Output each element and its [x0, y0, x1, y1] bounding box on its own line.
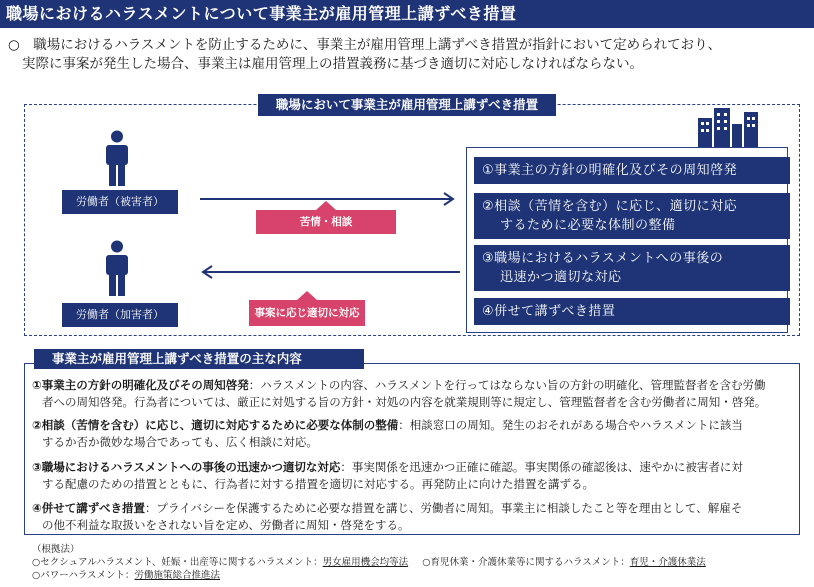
- item-3-text: ：事実関係を迅速かつ正確に確認。事実関係の確認後は、速やかに被害者に対: [340, 460, 743, 474]
- item-2-text: ：相談窓口の周知。発生のおそれがある場合やハラスメントに該当: [398, 418, 743, 432]
- intro-line-2: 実際に事案が発生した場合、事業主は雇用管理上の措置義務に基づき適切に対応しなければならない。: [22, 56, 643, 72]
- perpetrator-label: 労働者（加害者）: [62, 303, 178, 327]
- legal-basis: [32, 543, 706, 582]
- victim-label: 労働者（被害者）: [62, 190, 178, 214]
- measure-3-line-2: 迅速かつ適切な対応: [500, 270, 622, 285]
- content-item-1: [32, 377, 800, 411]
- item-1-text: ：ハラスメントの内容、ハラスメントを行ってはならない旨の方針の明確化、管理監督者を含む労働: [248, 378, 766, 392]
- page-title: 職場におけるハラスメントについて事業主が雇用管理上講ずべき措置: [0, 0, 814, 28]
- content-item-2: [32, 417, 800, 451]
- basis-power-law: 労働施策総合推進法: [134, 570, 221, 581]
- diagram-title: 職場において事業主が雇用管理上講ずべき措置: [258, 94, 556, 116]
- measure-2-line-2: するために必要な体制の整備: [500, 218, 676, 233]
- respond-tag: 事案に応じ適切に対応: [249, 300, 365, 326]
- item-1-continuation: 者への周知啓発。行為者については、厳正に対処する旨の方針・対処の内容を就業規則等に規定し、管理監督者を含む労働者に周知・啓発。: [42, 395, 767, 409]
- measure-2-line-1: ②相談（苦情を含む）に応じ、適切に対応: [482, 199, 738, 214]
- measure-1-line-1: ①事業主の方針の明確化及びその周知啓発: [482, 163, 738, 178]
- basis-sexual-law: 男女雇用機会均等法: [322, 557, 409, 568]
- item-2-continuation: するか否か微妙な場合であっても、広く相談に対応。: [42, 435, 318, 449]
- basis-childcare-prefix: ○育児休業・介護休業等に関するハラスメント：: [422, 557, 630, 568]
- basis-childcare-law: 育児・介護休業法: [629, 557, 706, 568]
- basis-label: （根拠法）: [32, 544, 80, 555]
- arrow-left-icon: [200, 265, 462, 279]
- item-4-heading: ④併せて講ずべき措置: [32, 501, 146, 515]
- item-2-heading: ②相談（苦情を含む）に応じ、適切に対応するために必要な体制の整備: [32, 418, 399, 432]
- measure-4: [474, 298, 790, 325]
- measure-3: [474, 245, 790, 291]
- content-item-3: [32, 459, 800, 493]
- intro-text: [8, 36, 808, 74]
- measure-3-line-1: ③職場におけるハラスメントへの事後の: [482, 251, 724, 266]
- perpetrator-person-icon: [102, 240, 132, 296]
- content-item-4: [32, 500, 800, 534]
- basis-power-prefix: ○パワーハラスメント：: [32, 570, 135, 581]
- item-3-continuation: する配慮のための措置とともに、行為者に対する措置を適切に対応する。再発防止に向けた措置を講ずる。: [42, 477, 594, 491]
- item-3-heading: ③職場におけるハラスメントへの事後の迅速かつ適切な対応: [32, 460, 341, 474]
- main-content-title: 事業主が雇用管理上講ずべき措置の主な内容: [34, 349, 364, 369]
- measure-2: [474, 193, 790, 239]
- measure-1: [474, 157, 790, 184]
- item-4-continuation: の他不利益な取扱いをされない旨を定め、労働者に周知・啓発をする。: [42, 518, 410, 532]
- victim-person-icon: [102, 130, 132, 186]
- item-1-heading: ①事業主の方針の明確化及びその周知啓発: [32, 378, 249, 392]
- item-4-text: ：プライバシーを保護するために必要な措置を講じ、労働者に周知。事業主に相談したこと等を理由として、解雇そ: [145, 501, 743, 515]
- measure-4-line-1: ④併せて講ずべき措置: [482, 304, 616, 319]
- intro-line-1: ○ 職場におけるハラスメントを防止するために、事業主が雇用管理上講ずべき措置が指針において定められており、: [8, 37, 722, 53]
- consult-tag: 苦情・相談: [256, 210, 396, 234]
- building-icon: [698, 108, 760, 148]
- basis-sexual-prefix: ○セクシュアルハラスメント、妊娠・出産等に関するハラスメント：: [32, 557, 323, 568]
